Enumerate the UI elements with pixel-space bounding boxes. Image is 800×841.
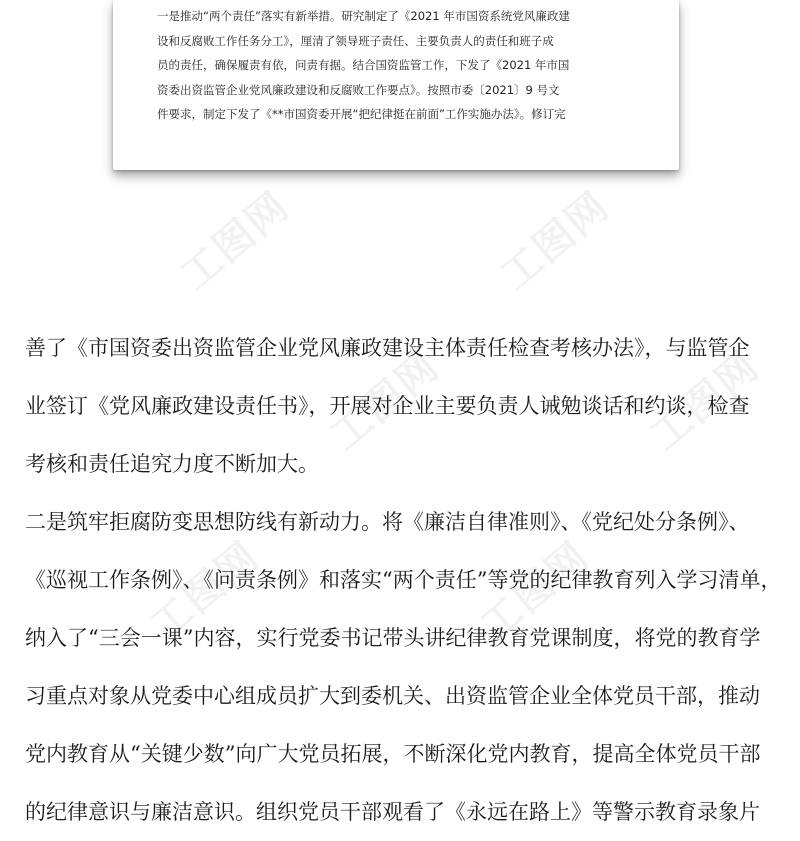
watermark-2: 工图网 xyxy=(492,183,619,300)
preview-line: 设和反腐败工作任务分工》，厘清了领导班子责任、主要负责人的责任和班子成 xyxy=(157,33,554,48)
watermark-6: 工图网 xyxy=(472,533,599,650)
body-line: 纳入了“三会一课”内容，实行党委书记带头讲纪律教育党课制度，将党的教育学 xyxy=(25,626,761,650)
watermark-3: 工图网 xyxy=(322,343,449,460)
body-line: 善了《市国资委出资监管企业党风廉政建设主体责任检查考核办法》，与监管企 xyxy=(25,336,750,360)
body-line: 的纪律意识与廉洁意识。组织党员干部观看了《永远在路上》等警示教育录象片 xyxy=(25,800,760,824)
watermark-4: 工图网 xyxy=(642,343,769,460)
document-preview-card xyxy=(113,0,679,170)
body-line: 业签订《党风廉政建设责任书》，开展对企业主要负责人诫勉谈话和约谈，检查 xyxy=(25,394,750,418)
preview-paragraph xyxy=(157,4,647,127)
watermark-5: 工图网 xyxy=(142,533,269,650)
preview-line: 员的责任，确保履责有依，问责有据。结合国资监管工作，下发了《2021 年市国 xyxy=(157,58,570,73)
body-line: 二是筑牢拒腐防变思想防线有新动力。将《廉洁自律准则》、《党纪处分条例》、 xyxy=(25,510,750,534)
preview-line: 一是推动“两个责任”落实有新举措。研究制定了《2021 年市国资系统党风廉政建 xyxy=(157,9,570,23)
body-line: 《巡视工作条例》、《问责条例》和落实“两个责任”等党的纪律教育列入学习清单， xyxy=(25,568,782,592)
preview-line: 件要求，制定下发了《**市国资委开展“把纪律挺在前面”工作实施办法》。修订完 xyxy=(157,107,566,122)
document-body xyxy=(25,319,780,841)
body-line: 党内教育从“关键少数”向广大党员拓展，不断深化党内教育，提高全体党员干部 xyxy=(25,742,761,766)
watermark-1: 工图网 xyxy=(172,183,299,300)
body-line: 习重点对象从党委中心组成员扩大到委机关、出资监管企业全体党员干部，推动 xyxy=(25,684,760,708)
body-line: 考核和责任追究力度不断加大。 xyxy=(25,452,319,476)
preview-line: 资委出资监管企业党风廉政建设和反腐败工作要点》。按照市委〔2021〕9 号文 xyxy=(157,82,560,97)
